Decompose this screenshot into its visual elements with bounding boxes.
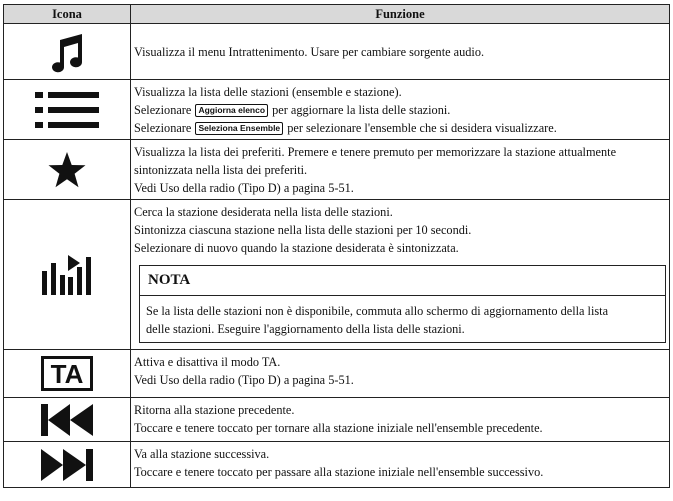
previous-track-icon	[41, 404, 93, 436]
header-icon: Icona	[4, 5, 131, 24]
list-icon	[35, 90, 99, 130]
nota-box	[139, 265, 666, 343]
table-row	[4, 398, 670, 442]
table-row	[4, 140, 670, 200]
function-text: Attiva e disattiva il modo TA.	[134, 355, 281, 369]
table-row	[4, 350, 670, 398]
icon-cell	[4, 350, 131, 398]
function-text: Cerca la stazione desiderata nella lista delle stazioni.	[134, 205, 393, 219]
nota-title: NOTA	[140, 266, 665, 296]
header-function: Funzione	[131, 5, 670, 24]
function-cell	[131, 350, 670, 398]
function-text: Visualizza la lista delle stazioni (ensemble e stazione).	[134, 85, 402, 99]
star-icon	[47, 151, 87, 189]
icon-cell	[4, 80, 131, 140]
function-text: Vedi Uso della radio (Tipo D) a pagina 5-51.	[134, 373, 354, 387]
icon-cell	[4, 140, 131, 200]
icon-cell	[4, 200, 131, 350]
function-text: sintonizzata nella lista dei preferiti.	[134, 163, 308, 177]
icon-cell	[4, 442, 131, 488]
nota-line: Se la lista delle stazioni non è disponibile, commuta allo schermo di aggiornamento della lista	[146, 304, 609, 318]
function-text: Selezionare Aggiorna elenco per aggiornare la lista delle stazioni.	[134, 103, 451, 117]
table-row	[4, 80, 670, 140]
seleziona-ensemble-button[interactable]: Seleziona Ensemble	[195, 122, 283, 135]
function-text: Sintonizza ciascuna stazione nella lista delle stazioni per 10 secondi.	[134, 223, 472, 237]
next-track-icon	[41, 449, 93, 481]
function-cell	[131, 398, 670, 442]
function-text: Visualizza la lista dei preferiti. Premere e tenere premuto per memorizzare la stazione attualmente	[134, 145, 617, 159]
icon-cell	[4, 398, 131, 442]
table-row	[4, 442, 670, 488]
nota-text	[140, 296, 665, 342]
function-text: Va alla stazione successiva.	[134, 447, 270, 461]
function-cell	[131, 200, 670, 350]
icon-function-table	[3, 4, 670, 488]
function-text: Toccare e tenere toccato per passare alla stazione iniziale nell'ensemble successivo.	[134, 465, 544, 479]
function-text: Visualizza il menu Intrattenimento. Usare per cambiare sorgente audio.	[134, 45, 485, 59]
nota-line: delle stazioni. Eseguire l'aggiornamento della lista delle stazioni.	[146, 322, 465, 336]
music-note-icon	[49, 31, 85, 73]
function-text: Ritorna alla stazione precedente.	[134, 403, 295, 417]
icon-cell	[4, 24, 131, 80]
function-cell	[131, 24, 670, 80]
function-cell	[131, 442, 670, 488]
table-header-row	[4, 5, 670, 24]
table-row	[4, 24, 670, 80]
function-cell	[131, 80, 670, 140]
function-text: Vedi Uso della radio (Tipo D) a pagina 5-51.	[134, 181, 354, 195]
function-text: Selezionare Seleziona Ensemble per selezionare l'ensemble che si desidera visualizzare.	[134, 121, 557, 135]
table-row	[4, 200, 670, 350]
function-text: Toccare e tenere toccato per tornare alla stazione iniziale nell'ensemble precedente.	[134, 421, 543, 435]
ta-icon: TA	[41, 356, 94, 391]
scan-icon	[42, 255, 92, 295]
aggiorna-elenco-button[interactable]: Aggiorna elenco	[195, 104, 268, 117]
function-text: Selezionare di nuovo quando la stazione desiderata è sintonizzata.	[134, 241, 459, 255]
function-cell	[131, 140, 670, 200]
